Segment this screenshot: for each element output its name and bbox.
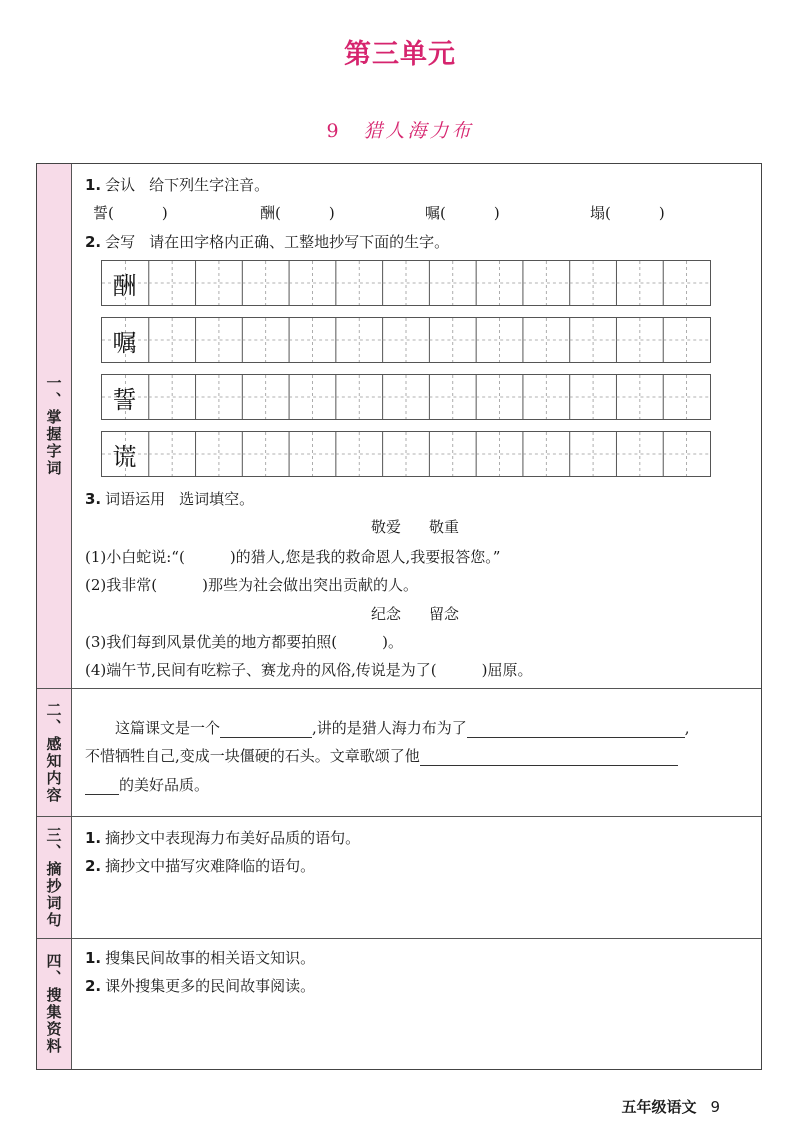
section-3-content	[85, 817, 745, 938]
unit-title: 第三单元	[344, 39, 456, 70]
tianzige-grid	[102, 261, 712, 307]
q3-sentence-1: (1)小白蛇说:“( )的猎人,您是我的救命恩人,我要报答您。”	[85, 548, 501, 566]
grid-char: 誓	[112, 385, 137, 414]
q3-prompt: 3. 词语运用 选词填空。	[85, 490, 255, 508]
summary-line-2: 不惜牺牲自己,变成一块僵硬的石头。文章歌颂了他	[85, 745, 678, 766]
section-label-4: 四、搜集资料	[37, 939, 72, 1069]
writing-grid-row[interactable]	[101, 431, 711, 477]
tianzige-grid	[102, 318, 712, 364]
section-label-1: 一、掌握字词	[37, 164, 72, 688]
section-2-content	[85, 689, 745, 816]
grid-char: 酬	[112, 271, 137, 300]
section-collect-materials	[37, 939, 761, 1069]
writing-grid-row[interactable]	[101, 374, 711, 420]
page-number: 9	[710, 1098, 720, 1116]
blank-quality-cont[interactable]	[85, 779, 119, 795]
page-footer	[621, 1096, 720, 1117]
pinyin-item[interactable]: 塌( )	[590, 204, 665, 222]
lesson-number: 9	[326, 120, 342, 142]
collect-task-2: 2. 课外搜集更多的民间故事阅读。	[85, 977, 316, 995]
blank-quality[interactable]	[420, 750, 678, 766]
writing-grid-row[interactable]	[101, 317, 711, 363]
word-choices-2: 纪念 留念	[371, 605, 460, 623]
word-choices-1: 敬爱 敬重	[371, 518, 460, 536]
worksheet-frame	[36, 163, 762, 1070]
section-4-content	[85, 939, 745, 1069]
blank-story-type[interactable]	[220, 722, 312, 738]
section-1-content	[85, 164, 745, 688]
summary-line-3: 的美好品质。	[85, 774, 209, 795]
footer-book: 五年级语文	[621, 1098, 697, 1116]
excerpt-task-2: 2. 摘抄文中描写灾难降临的语句。	[85, 857, 316, 875]
q2-prompt: 2. 会写 请在田字格内正确、工整地抄写下面的生字。	[85, 233, 450, 251]
section-label-2: 二、感知内容	[37, 689, 72, 816]
grid-char: 嘱	[112, 328, 137, 357]
summary-line-1: 这篇课文是一个 ,讲的是猎人海力布为了 ,	[115, 719, 690, 737]
section-excerpt	[37, 817, 761, 939]
q1-prompt: 1. 会认 给下列生字注音。	[85, 176, 270, 194]
blank-purpose[interactable]	[467, 722, 685, 738]
lesson-title	[0, 116, 800, 143]
section-perceive-content	[37, 689, 761, 817]
collect-task-1: 1. 搜集民间故事的相关语文知识。	[85, 949, 316, 967]
excerpt-task-1: 1. 摘抄文中表现海力布美好品质的语句。	[85, 829, 361, 847]
section-label-3: 三、摘抄词句	[37, 817, 72, 938]
lesson-name: 猎人海力布	[363, 120, 474, 142]
q3-sentence-2: (2)我非常( )那些为社会做出突出贡献的人。	[85, 576, 418, 594]
q3-sentence-4: (4)端午节,民间有吃粽子、赛龙舟的风俗,传说是为了( )屈原。	[85, 661, 533, 679]
tianzige-grid	[102, 432, 712, 478]
tianzige-grid	[102, 375, 712, 421]
section-master-words	[37, 164, 761, 689]
grid-char: 谎	[112, 442, 137, 471]
pinyin-item[interactable]: 誓( )	[93, 204, 168, 222]
pinyin-item[interactable]: 嘱( )	[425, 204, 500, 222]
writing-grid-row[interactable]	[101, 260, 711, 306]
pinyin-item[interactable]: 酬( )	[260, 204, 335, 222]
q3-sentence-3: (3)我们每到风景优美的地方都要拍照( )。	[85, 633, 403, 651]
